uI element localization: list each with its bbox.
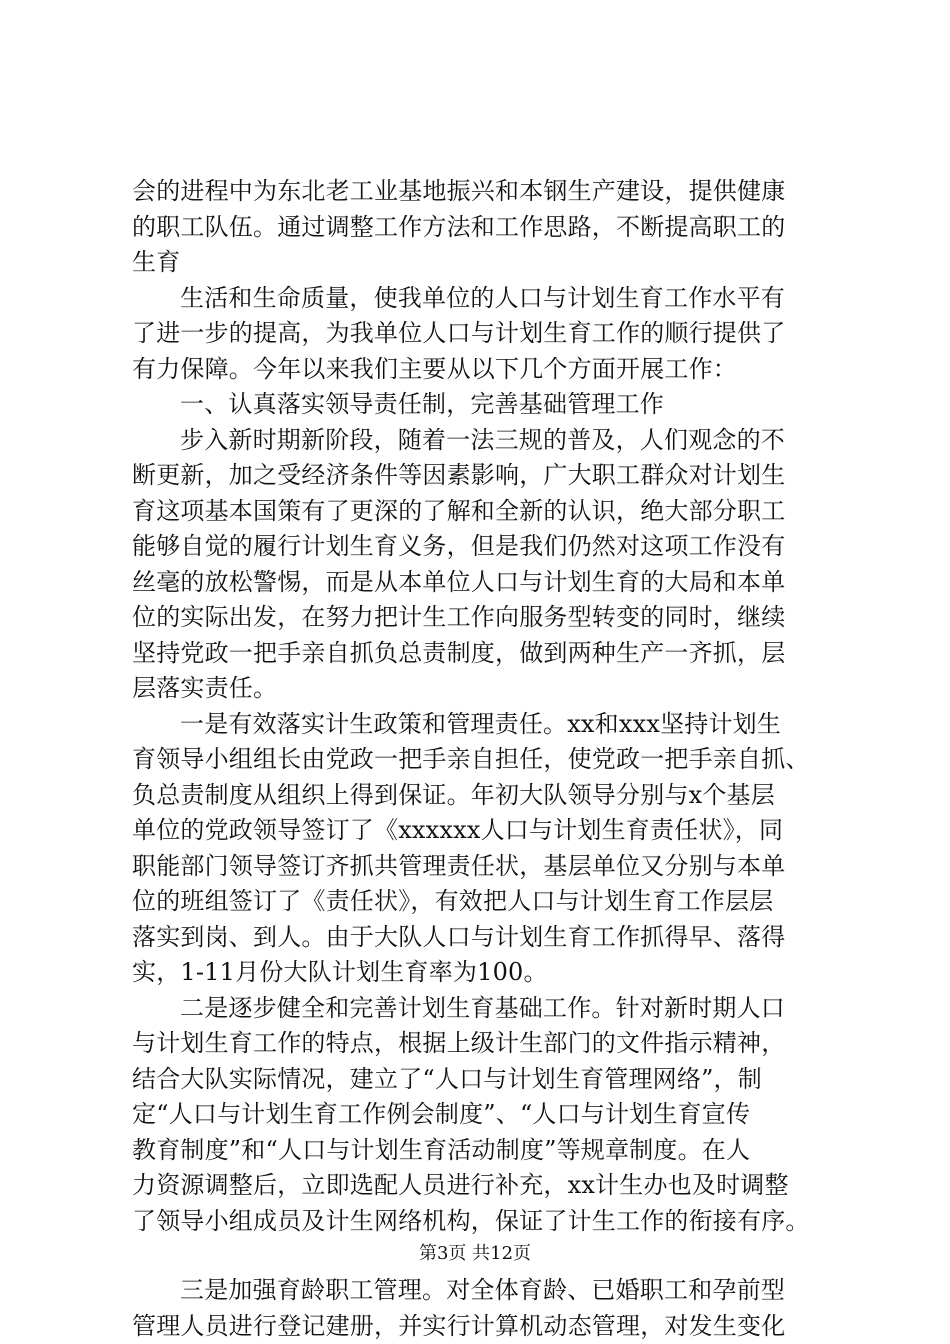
text-line: 力资源调整后，立即选配人员进行补充，xx计生办也及时调整: [132, 1171, 789, 1199]
text-line: 丝毫的放松警惕，而是从本单位人口与计划生育的大局和本单: [132, 567, 786, 596]
text-line: 定“人口与计划生育工作例会制度”、“人口与计划生育宣传: [132, 1100, 751, 1128]
text-line: 负总责制度从组织上得到保证。年初大队领导分别与x个基层: [132, 780, 775, 809]
text-line: 会的进程中为东北老工业基地振兴和本钢生产建设，提供健康: [132, 177, 786, 205]
text-line: 教育制度”和“人口与计划生育活动制度”等规章制度。在人: [132, 1135, 751, 1164]
text-line: 职能部门领导签订齐抓共管理责任状，基层单位又分别与本单: [132, 851, 786, 880]
text-line: 管理人员进行登记建册，并实行计算机动态管理，对发生变化: [132, 1311, 786, 1340]
text-line: 生育: [132, 248, 181, 276]
text-line: 与计划生育工作的特点，根据上级计生部门的文件指示精神，: [132, 1029, 786, 1057]
text-line: 步入新时期新阶段，随着一法三规的普及，人们观念的不: [180, 425, 785, 454]
text-line: 了进一步的提高，为我单位人口与计划生育工作的顺行提供了: [132, 319, 786, 347]
text-line: 能够自觉的履行计划生育义务，但是我们仍然对这项工作没有: [132, 532, 786, 560]
text-line: 单位的党政领导签订了《xxxxxx人口与计划生育责任状》，同: [132, 816, 784, 844]
text-line: 落实到岗、到人。由于大队人口与计划生育工作抓得早、落得: [132, 922, 786, 951]
text-line: 层落实责任。: [132, 674, 278, 702]
text-line: 一是有效落实计生政策和管理责任。xx和xxx坚持计划生: [180, 709, 782, 738]
text-line: 三是加强育龄职工管理。对全体育龄、已婚职工和孕前型: [180, 1276, 785, 1304]
text-line: 育领导小组组长由党政一把手亲自担任，使党政一把手亲自抓、: [132, 745, 810, 773]
text-line: 位的实际出发，在努力把计生工作向服务型转变的同时，继续: [132, 603, 786, 631]
text-line: 坚持党政一把手亲自抓负总责制度，做到两种生产一齐抓，层: [132, 638, 786, 667]
text-line: 位的班组签订了《责任状》，有效把人口与计划生育工作层层: [132, 887, 774, 915]
text-line: 有力保障。今年以来我们主要从以下几个方面开展工作：: [132, 354, 737, 383]
document-body: [132, 174, 832, 1344]
text-line: 育这项基本国策有了更深的了解和全新的认识，绝大部分职工: [132, 496, 786, 525]
text-line: 二是逐步健全和完善计划生育基础工作。针对新时期人口: [180, 993, 785, 1022]
text-line: 断更新，加之受经济条件等因素影响，广大职工群众对计划生: [132, 461, 786, 489]
text-line: 了领导小组成员及计生网络机构，保证了计生工作的衔接有序。: [132, 1206, 810, 1235]
page-footer: 第3页 共12页: [418, 1243, 532, 1264]
section-heading: 一、认真落实领导责任制，完善基础管理工作: [180, 390, 664, 418]
text-line: 的职工队伍。通过调整工作方法和工作思路，不断提高职工的: [132, 212, 786, 241]
text-line: 生活和生命质量，使我单位的人口与计划生育工作水平有: [180, 283, 785, 312]
text-line: 结合大队实际情况，建立了“人口与计划生育管理网络”，制: [132, 1064, 762, 1093]
text-line: 实，1-11月份大队计划生育率为100。: [132, 958, 548, 986]
